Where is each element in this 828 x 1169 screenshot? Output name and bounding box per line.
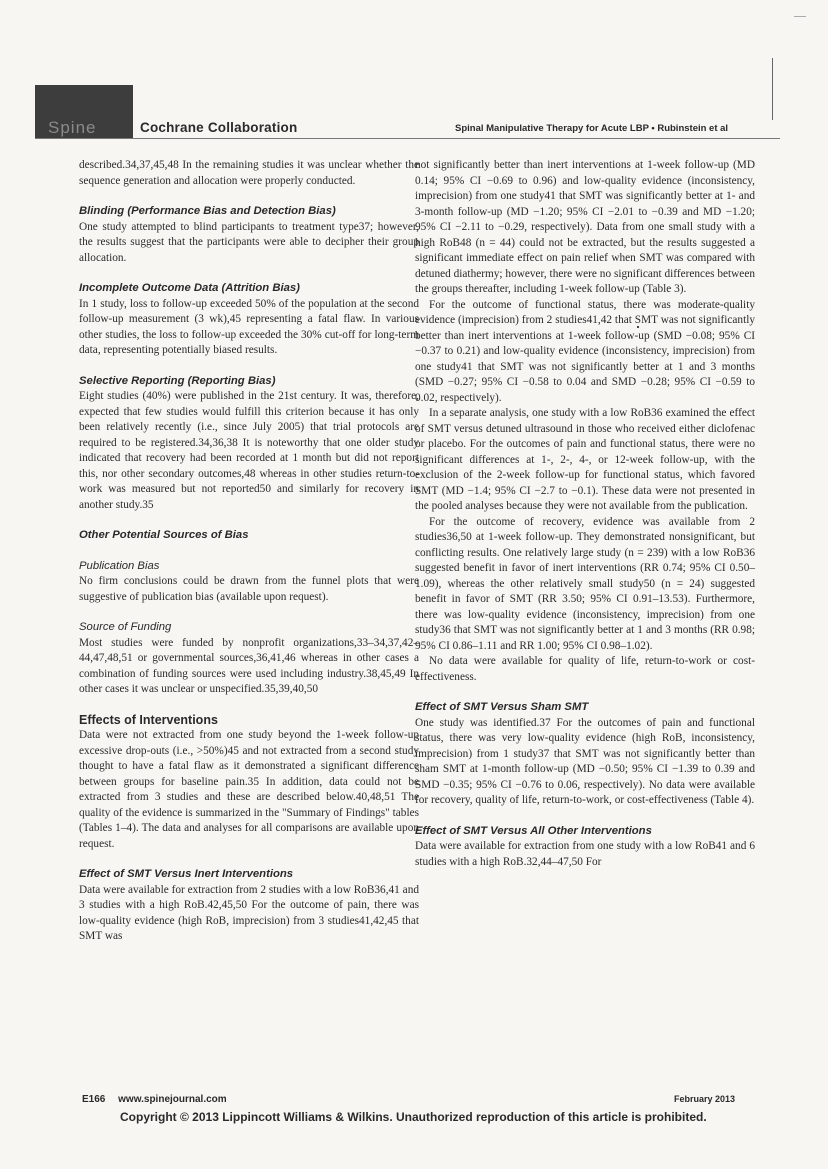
- subsection-heading: Blinding (Performance Bias and Detection Bias): [79, 205, 336, 217]
- running-head: Spinal Manipulative Therapy for Acute LBP • Rubinstein et al: [455, 123, 729, 134]
- subsection-heading: Effect of SMT Versus Sham SMT: [415, 701, 589, 713]
- paragraph: Data were available for extraction from one study with a low RoB41 and 6 studies with a high RoB.32,44–47,50 For: [415, 840, 755, 868]
- paragraph: Eight studies (40%) were published in the 21st century. It was, therefore, expected that few studies would fulfill this criterion because it has only been relatively recently (i.e., since July 2005) that trial protocols are required to be registered.34,36,38 It is noteworthy that one older study indicated that recovery had been recorded at 1 month but did not report this, nor other secondary outcomes,48 whereas in other studies return-to-work was measured but not reported50 and similarly for recovery in another study.35: [79, 390, 419, 511]
- paragraph: described.34,37,45,48 In the remaining studies it was unclear whether the sequence generation and allocation were properly conducted.: [79, 159, 419, 187]
- section-title: Cochrane Collaboration: [140, 120, 298, 135]
- page-number: E166: [82, 1094, 106, 1105]
- paragraph: One study was identified.37 For the outcomes of pain and functional status, there was very low-quality evidence (high RoB, inconsistency, imprecision) from 1 study37 that SMT was not significantly better than sham SMT at 1-month follow-up (MD −0.50; 95% CI −1.39 to 0.39 and SMD −0.35; 95% CI −0.76 to 0.06, respectively). No data were available for recovery, quality of life, return-to-work, or cost-effectiveness (Table 4).: [415, 716, 755, 806]
- subsection-heading: Selective Reporting (Reporting Bias): [79, 374, 276, 387]
- paragraph: not significantly better than inert interventions at 1-week follow-up (MD 0.14; 95% CI −0.69 to 0.96) and low-quality evidence (inconsistency, imprecision) from one study41 that SMT was significantly better at 1- and 3-month follow-up (MD −1.20; 95% CI −2.01 to −0.39 and MD −1.20; 95% CI −2.11 to −0.29, respectively). Data from one small study with a high RoB48 (n = 44) could not be extracted, but the results suggested a significant immediate effect on pain relief when SMT was compared with detuned diathermy; however, there were no significant differences between the groups thereafter, including 1-week follow-up (Table 3).: [415, 159, 755, 295]
- minor-heading: Publication Bias: [79, 559, 160, 572]
- header-rule: [35, 138, 780, 139]
- copyright-notice: Copyright © 2013 Lippincott Williams & Wilkins. Unauthorized reproduction of this article is prohibited.: [120, 1110, 707, 1124]
- paragraph: Data were available for extraction from 2 studies with a low RoB36,41 and 3 studies with a high RoB.42,45,50 For the outcome of pain, there was low-quality evidence (high RoB, imprecision) from 3 studies41,42,45 that SMT was: [79, 883, 419, 942]
- footer-left: [82, 1094, 237, 1105]
- right-column: [415, 158, 755, 870]
- paragraph: One study attempted to blind participants to treatment type37; however, the results suggest that the participants were able to decipher their group allocation.: [79, 220, 419, 264]
- paragraph: Most studies were funded by nonprofit organizations,33–34,37,42–44,47,48,51 or governmental sources,36,41,46 whereas in other cases a combination of funding sources were used including industry.38,45,49 In other cases it was unclear or unspecified.35,39,40,50: [79, 636, 419, 695]
- paragraph: Data were not extracted from one study beyond the 1-week follow-up excessive drop-outs (i.e., >50%)45 and not extracted from a second study thought to have a fatal flaw as it demonstrated a significant difference between groups for baseline pain.35 In addition, data could not be extracted from 3 studies and these are described below.40,48,51 The quality of the evidence is summarized in the "Summary of Findings" tables (Tables 1–4). The data and analyses for all comparisons are available upon request.: [79, 729, 419, 850]
- issue-date: February 2013: [674, 1094, 736, 1104]
- paragraph: In 1 study, loss to follow-up exceeded 50% of the population at the second follow-up measurement (3 wk),45 representing a fatal flaw. In various other studies, the loss to follow-up exceeded the 30% cut-off for long-term data, representing potentially biased results.: [79, 297, 419, 356]
- paragraph: In a separate analysis, one study with a low RoB36 examined the effect of SMT versus detuned ultrasound in those who received either diclofenac or placebo. For the outcomes of pain and functional status, there were no significant differences at 1-, 2-, 4-, or 12-week follow-up, with the exclusion of the 2-week follow-up for functional status, which favored SMT (MD −1.4; 95% CI −2.7 to −0.1). These data were not presented in the pooled analyses because they were not available from the publication.: [415, 407, 755, 512]
- edge-mark: [794, 16, 806, 17]
- journal-url: www.spinejournal.com: [118, 1094, 227, 1105]
- minor-heading: Source of Funding: [79, 621, 172, 633]
- paragraph: No data were available for quality of life, return-to-work or cost-effectiveness.: [415, 655, 755, 683]
- margin-rule: [772, 58, 773, 120]
- paragraph: No firm conclusions could be drawn from the funnel plots that were suggestive of publication bias (available upon request).: [79, 575, 419, 603]
- paragraph: For the outcome of functional status, there was moderate-quality evidence (imprecision) from 2 studies41,42 that SMT was not significantly better than inert interventions at 1-week follow-up (SMD −0.08; 95% CI −0.37 to 0.21) and low-quality evidence (inconsistency, imprecision) from one study41 that SMT was not significantly better at 1 and 3 months (SMD −0.27; 95% CI −0.58 to 0.04 and SMD −0.28; 95% CI −0.59 to 0.02, respectively).: [415, 298, 755, 404]
- subsection-heading: Other Potential Sources of Bias: [79, 529, 249, 541]
- subsection-heading: Effect of SMT Versus Inert Interventions: [79, 868, 294, 880]
- subsection-heading: Effect of SMT Versus All Other Interventions: [415, 824, 652, 837]
- subsection-heading: Incomplete Outcome Data (Attrition Bias): [79, 282, 300, 294]
- paragraph: For the outcome of recovery, evidence was available from 2 studies36,50 at 1-week follow-up. They demonstrated nonsignificant, but conflicting results. One relatively large study (n = 239) with a low RoB36 suggested benefit in favor of inert interventions (RR 0.74; 95% CI 0.50–1.09), whereas the other relatively small study50 (n = 24) suggested benefit in favor of SMT (RR 3.50; 95% CI 0.91–13.53). Furthermore, there was low-quality evidence (inconsistency, imprecision) from one study36 that SMT was not significantly better at 1 and 3 months (RR 0.98; 95% CI 0.86–1.11 and RR 1.00; 95% CI 0.98–1.02).: [415, 515, 755, 652]
- left-column: [79, 158, 419, 945]
- journal-logo-text: Spine: [48, 118, 97, 137]
- section-heading: Effects of Interventions: [79, 712, 218, 727]
